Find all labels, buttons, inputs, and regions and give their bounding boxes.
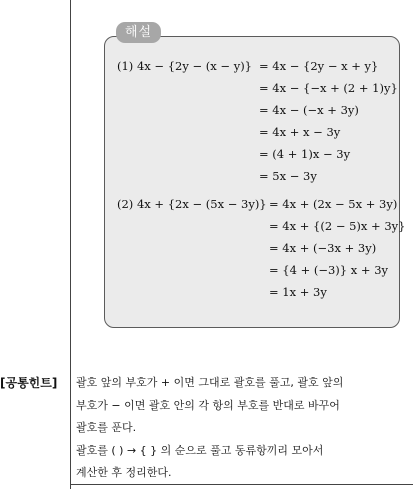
part1-step: = 4x − {−x + (2 + 1)y} — [259, 81, 398, 95]
part1-step: = 4x − {2y − x + y} — [259, 59, 379, 73]
hint-line: 괄호를 ( ) → { } 의 순으로 풀고 동류항끼리 모아서 — [76, 443, 324, 457]
part2-label: (2) — [117, 197, 134, 211]
part1-step: = 4x + x − 3y — [259, 125, 341, 139]
bottom-rule — [70, 484, 413, 485]
part2-step: = 4x + (−3x + 3y) — [269, 241, 377, 255]
part2-step: = 4x + {(2 − 5)x + 3y} — [269, 219, 406, 233]
part1-step: = (4 + 1)x − 3y — [259, 147, 351, 161]
hint-line: 부호가 − 이면 괄호 안의 각 항의 부호를 반대로 바꾸어 — [76, 398, 340, 412]
part2-expression: 4x + {2x − (5x − 3y)} — [136, 197, 267, 211]
part1-step: = 4x − (−x + 3y) — [259, 103, 359, 117]
left-margin-line — [70, 0, 71, 489]
part1-expression: 4x − {2y − (x − y)} — [136, 59, 252, 73]
part1-expression-line — [117, 58, 252, 74]
hint-line: 괄호 앞의 부호가 + 이면 그대로 괄호를 풀고, 괄호 앞의 — [76, 376, 344, 389]
solution-tag: 해설 — [116, 22, 161, 43]
hint-line: 계산한 후 정리한다. — [76, 466, 172, 479]
part1-label: (1) — [117, 59, 134, 73]
part2-expression-line — [117, 196, 267, 212]
part2-step: = 4x + (2x − 5x + 3y) — [269, 197, 398, 211]
part2-step: = {4 + (−3)} x + 3y — [269, 263, 389, 277]
hint-text — [76, 372, 406, 485]
part1-step: = 5x − 3y — [259, 169, 317, 183]
hint-label: [공통힌트] — [0, 376, 58, 390]
part2-step: = 1x + 3y — [269, 285, 327, 299]
hint-line: 괄호를 푼다. — [76, 421, 137, 434]
